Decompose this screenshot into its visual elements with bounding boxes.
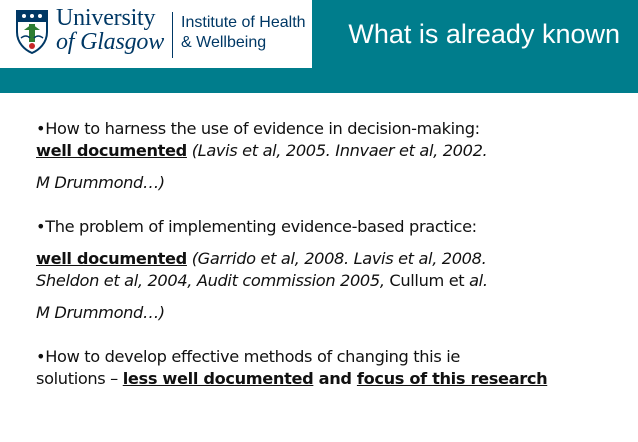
bullet-1-emphasis: well documented: [36, 141, 187, 160]
bullet-3-emphasis-1: less well documented: [122, 369, 314, 388]
university-crest-icon: [14, 8, 50, 54]
bullet-3-lead: solutions –: [36, 369, 123, 388]
bullet-2-emphasis: well documented: [36, 249, 187, 268]
slide-header: [0, 0, 638, 93]
institute-name: [181, 13, 306, 53]
bullet-1-text: •How to harness the use of evidence in decision-making:: [36, 119, 480, 138]
bullet-2-refs-tail: al.: [469, 271, 488, 290]
bullet-2-refs-line: [36, 248, 636, 270]
university-name-line1: University: [56, 5, 156, 31]
bullet-3-connector: and: [313, 369, 357, 388]
bullet-2-refs-end: M Drummond…): [36, 303, 165, 322]
university-logo: [14, 6, 314, 68]
institute-name-line1: Institute of Health: [181, 14, 306, 31]
title-bar: [312, 0, 638, 68]
bullet-1-refs-line: [36, 140, 636, 162]
bullet-2-refs-line2: [36, 270, 636, 292]
header-band: [0, 68, 638, 93]
bullet-2-refs-cont: Sheldon et al, 2004, Audit commission 2005,: [36, 271, 385, 290]
logo-divider: [172, 12, 173, 58]
bullet-1-refs: (Lavis et al, 2005. Innvaer et al, 2002.: [186, 141, 488, 160]
institute-name-line2: & Wellbeing: [181, 34, 267, 51]
bullet-3-conclusion-line: [36, 368, 636, 390]
bullet-3-emphasis-2: focus of this research: [356, 369, 548, 388]
university-name-line2: of Glasgow: [56, 29, 165, 55]
bullet-1-refs-cont: M Drummond…): [36, 173, 165, 192]
bullet-3-text: •How to develop effective methods of changing this ie: [36, 347, 460, 366]
bullet-2-refs: (Garrido et al, 2008. Lavis et al, 2008.: [186, 249, 487, 268]
bullet-2-refs-plain: Cullum et: [384, 271, 470, 290]
bullet-2-text: •The problem of implementing evidence-based practice:: [36, 217, 477, 236]
slide-title: What is already known: [348, 19, 620, 49]
slide-body: [36, 118, 636, 390]
university-wordmark: [56, 6, 164, 54]
